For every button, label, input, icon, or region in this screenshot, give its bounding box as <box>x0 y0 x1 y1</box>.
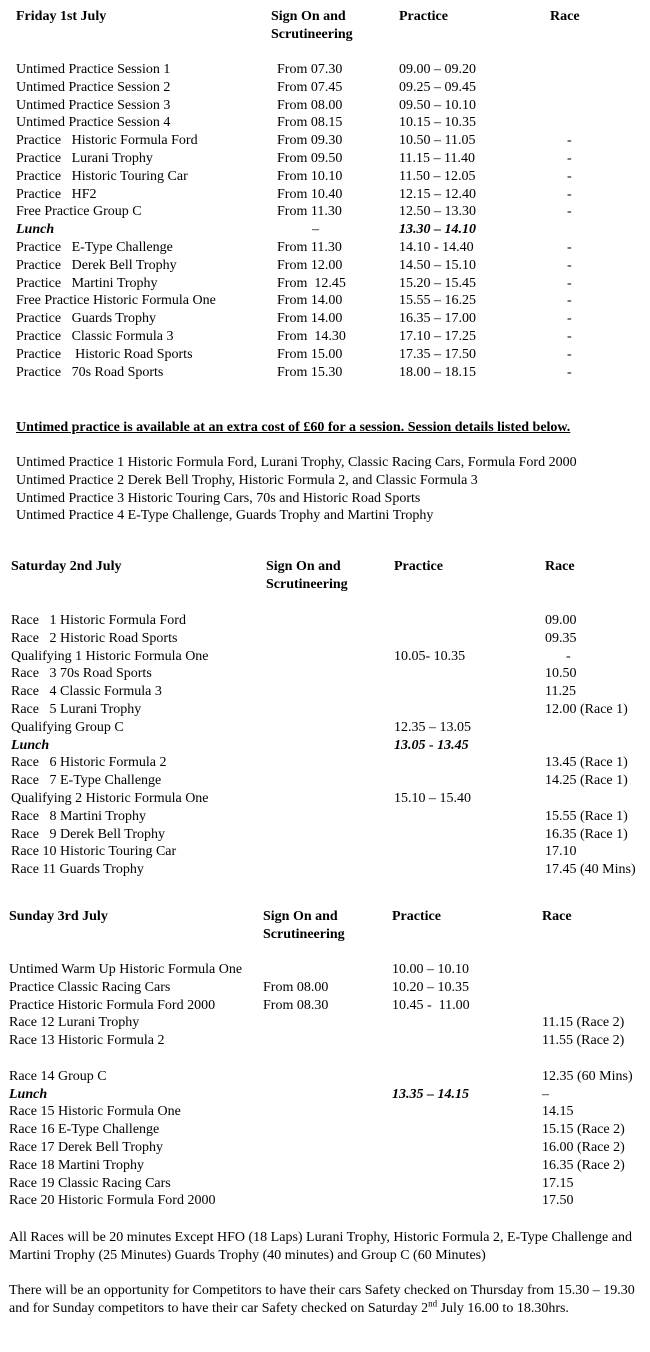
event-name: Race 4 Classic Formula 3 <box>11 684 162 700</box>
race-time: - <box>567 204 572 220</box>
signon-time: From 07.45 <box>277 79 343 95</box>
safety-text-b: July 16.00 to 18.30hrs. <box>437 1300 569 1316</box>
practice-time: 15.55 – 16.25 <box>399 293 476 309</box>
friday-row <box>0 114 650 132</box>
sunday-row <box>0 961 650 979</box>
friday-row <box>0 221 650 239</box>
untimed-line: Untimed Practice 1 Historic Formula Ford, Lurani Trophy, Classic Racing Cars, Formula Ford 2000 <box>16 455 577 470</box>
event-name: Race 3 70s Road Sports <box>11 666 152 682</box>
race-time: - <box>566 648 571 664</box>
friday-row <box>0 186 650 204</box>
event-name: Practice Historic Touring Car <box>16 168 188 184</box>
sunday-row <box>0 997 650 1015</box>
saturday-row <box>0 808 650 826</box>
event-name: Untimed Warm Up Historic Formula One <box>9 962 243 977</box>
saturday-row <box>0 772 650 790</box>
friday-row <box>0 239 650 257</box>
practice-time: 09.50 – 10.10 <box>399 97 476 113</box>
event-name: Race 7 E-Type Challenge <box>11 773 162 789</box>
practice-time: 10.50 – 11.05 <box>399 133 476 149</box>
event-name: Race 19 Classic Racing Cars <box>9 1175 171 1191</box>
event-name: Practice Lurani Trophy <box>16 150 153 166</box>
race-time: 16.35 (Race 1) <box>545 826 628 842</box>
event-name: Practice HF2 <box>16 186 97 202</box>
event-name: Practice Historic Road Sports <box>16 346 193 362</box>
practice-time: 09.00 – 09.20 <box>399 62 476 77</box>
saturday-row <box>0 612 650 630</box>
event-name: Free Practice Historic Formula One <box>16 293 216 309</box>
practice-time: 13.30 – 14.10 <box>399 222 476 238</box>
event-name: Practice 70s Road Sports <box>16 364 164 380</box>
practice-time: 12.50 – 13.30 <box>399 204 476 220</box>
sunday-row <box>0 1139 650 1157</box>
race-time: 15.55 (Race 1) <box>545 808 628 824</box>
sunday-practice-header: Practice <box>392 909 441 924</box>
saturday-race-header: Race <box>545 559 575 574</box>
race-time: 11.25 <box>545 684 576 700</box>
practice-time: 12.15 – 12.40 <box>399 186 476 202</box>
saturday-row <box>0 754 650 772</box>
race-time: 17.45 (40 Mins) <box>545 862 636 878</box>
practice-time: 10.00 – 10.10 <box>392 962 469 977</box>
friday-row <box>0 346 650 364</box>
friday-row <box>0 61 650 79</box>
practice-time: 09.25 – 09.45 <box>399 79 476 95</box>
event-name: Practice Classic Racing Cars <box>9 979 171 995</box>
untimed-line: Untimed Practice 3 Historic Touring Cars, 70s and Historic Road Sports <box>16 490 421 506</box>
race-time: - <box>567 275 572 291</box>
race-time: 11.55 (Race 2) <box>542 1033 625 1049</box>
sunday-header <box>0 908 650 944</box>
signon-time: From 14.30 <box>277 328 346 344</box>
event-name: Race 16 E-Type Challenge <box>9 1122 160 1138</box>
friday-race-header: Race <box>550 9 580 24</box>
saturday-row <box>0 701 650 719</box>
signon-time: From 12.45 <box>277 275 346 291</box>
event-name: Practice Derek Bell Trophy <box>16 257 177 273</box>
event-name: Lunch <box>16 222 55 238</box>
event-name: Race 15 Historic Formula One <box>9 1104 181 1120</box>
event-name: Practice Historic Formula Ford <box>16 133 198 149</box>
event-name: Race 12 Lurani Trophy <box>9 1015 140 1031</box>
event-name: Lunch <box>11 737 50 753</box>
practice-time: 10.05- 10.35 <box>394 648 466 664</box>
practice-time: 12.35 – 13.05 <box>394 719 471 735</box>
untimed-list <box>16 454 646 525</box>
practice-time: 10.45 - 11.00 <box>392 997 470 1013</box>
saturday-row <box>0 861 650 879</box>
practice-time: 11.50 – 12.05 <box>399 168 476 184</box>
race-time: - <box>567 239 572 255</box>
race-time: 14.25 (Race 1) <box>545 773 628 789</box>
practice-time: 16.35 – 17.00 <box>399 311 476 327</box>
signon-time: From 14.00 <box>277 311 343 327</box>
sunday-section <box>0 908 650 1210</box>
saturday-row <box>0 683 650 701</box>
saturday-practice-header: Practice <box>394 559 443 574</box>
event-name: Practice Martini Trophy <box>16 275 158 291</box>
race-time: - <box>567 257 572 273</box>
race-time: - <box>567 346 572 362</box>
event-name: Race 5 Lurani Trophy <box>11 701 142 717</box>
race-time: - <box>567 364 572 380</box>
event-name: Race 9 Derek Bell Trophy <box>11 826 165 842</box>
event-name: Race 14 Group C <box>9 1068 107 1084</box>
practice-time: 15.20 – 15.45 <box>399 275 476 291</box>
event-name: Practice Guards Trophy <box>16 311 156 327</box>
practice-time: 10.20 – 10.35 <box>392 979 469 995</box>
sunday-row <box>0 1121 650 1139</box>
practice-time: 17.10 – 17.25 <box>399 328 476 344</box>
friday-section <box>0 8 650 381</box>
event-name: Qualifying 1 Historic Formula One <box>11 648 209 664</box>
signon-time: From 08.30 <box>263 997 329 1013</box>
saturday-row <box>0 648 650 666</box>
practice-time: 14.10 - 14.40 <box>399 239 474 255</box>
saturday-row <box>0 630 650 648</box>
friday-row <box>0 292 650 310</box>
practice-time: 13.05 - 13.45 <box>394 737 469 753</box>
friday-row <box>0 310 650 328</box>
signon-time: From 11.30 <box>277 204 342 220</box>
sunday-signon-header: Sign On and Scrutineering <box>263 909 345 942</box>
sunday-row <box>0 1050 650 1068</box>
signon-time: From 15.00 <box>277 346 343 362</box>
practice-time: 13.35 – 14.15 <box>392 1086 469 1102</box>
practice-time: 10.15 – 10.35 <box>399 115 476 131</box>
practice-time: 18.00 – 18.15 <box>399 364 476 380</box>
sunday-race-header: Race <box>542 909 572 924</box>
event-name: Race 11 Guards Trophy <box>11 862 144 878</box>
signon-time: From 07.30 <box>277 62 343 77</box>
race-time: 12.00 (Race 1) <box>545 701 628 717</box>
signon-time: From 10.40 <box>277 186 343 202</box>
race-time: - <box>567 186 572 202</box>
friday-row <box>0 97 650 115</box>
sunday-schedule <box>0 961 650 1210</box>
race-time: 13.45 (Race 1) <box>545 755 628 771</box>
race-time: – <box>542 1086 549 1102</box>
saturday-row <box>0 826 650 844</box>
untimed-line: Untimed Practice 2 Derek Bell Trophy, Historic Formula 2, and Classic Formula 3 <box>16 472 478 488</box>
saturday-row <box>0 790 650 808</box>
race-time: - <box>567 293 572 309</box>
sunday-day-title: Sunday 3rd July <box>9 909 108 924</box>
untimed-notice-text: Untimed practice is available at an extra cost of £60 for a session. Session details listed below. <box>16 420 571 435</box>
saturday-row <box>0 843 650 861</box>
practice-time: 17.35 – 17.50 <box>399 346 476 362</box>
race-time: 16.35 (Race 2) <box>542 1157 625 1173</box>
sunday-row <box>0 1175 650 1193</box>
race-time: 15.15 (Race 2) <box>542 1122 625 1138</box>
sunday-row <box>0 1192 650 1210</box>
signon-time: From 09.50 <box>277 150 343 166</box>
event-name: Race 6 Historic Formula 2 <box>11 755 167 771</box>
event-name: Free Practice Group C <box>16 204 142 220</box>
race-time: 11.15 (Race 2) <box>542 1015 625 1031</box>
friday-day-title: Friday 1st July <box>16 9 107 24</box>
friday-row <box>0 257 650 275</box>
friday-row <box>0 79 650 97</box>
sunday-row <box>0 1068 650 1086</box>
friday-row <box>0 132 650 150</box>
race-time: 09.35 <box>545 630 577 646</box>
signon-time: From 08.15 <box>277 115 343 131</box>
friday-row <box>0 275 650 293</box>
event-name: Qualifying Group C <box>11 719 124 735</box>
race-time: - <box>567 150 572 166</box>
saturday-day-title: Saturday 2nd July <box>11 559 122 574</box>
event-name: Race 17 Derek Bell Trophy <box>9 1139 163 1155</box>
event-name: Race 1 Historic Formula Ford <box>11 613 186 628</box>
friday-schedule <box>0 61 650 381</box>
safety-check-note <box>9 1282 645 1318</box>
event-name: Race 2 Historic Road Sports <box>11 630 178 646</box>
practice-time: 15.10 – 15.40 <box>394 790 471 806</box>
event-name: Untimed Practice Session 2 <box>16 79 171 95</box>
race-time: - <box>567 168 572 184</box>
signon-time: From 14.00 <box>277 293 343 309</box>
sunday-row <box>0 1103 650 1121</box>
friday-header <box>0 8 650 44</box>
saturday-schedule <box>0 612 650 879</box>
friday-row <box>0 364 650 382</box>
sunday-row <box>0 1157 650 1175</box>
event-name: Untimed Practice Session 1 <box>16 62 171 77</box>
sunday-row <box>0 1014 650 1032</box>
event-name: Untimed Practice Session 4 <box>16 115 171 131</box>
race-time: - <box>567 133 572 149</box>
saturday-row <box>0 719 650 737</box>
race-time: 17.10 <box>545 844 577 860</box>
safety-text-a: There will be an opportunity for Competitors to have their cars Safety checked on Thursday from 15.30 – 19.30 and for Sunday competitors to have their car Safety checked on Saturday 2 <box>9 1283 635 1316</box>
event-name: Qualifying 2 Historic Formula One <box>11 790 209 806</box>
signon-time: From 12.00 <box>277 257 343 273</box>
friday-row <box>0 168 650 186</box>
signon-time: From 15.30 <box>277 364 343 380</box>
event-name: Untimed Practice Session 3 <box>16 97 171 113</box>
race-time: 12.35 (60 Mins) <box>542 1068 633 1084</box>
safety-sup: nd <box>428 1298 438 1309</box>
event-name: Practice E-Type Challenge <box>16 239 173 255</box>
race-time: 17.15 <box>542 1175 574 1191</box>
untimed-notice <box>16 419 646 437</box>
race-time: - <box>567 311 572 327</box>
friday-row <box>0 150 650 168</box>
signon-time: From 09.30 <box>277 133 343 149</box>
races-duration-text: All Races will be 20 minutes Except HFO (18 Laps) Lurani Trophy, Historic Formula 2, E-Type Challenge and Martini Trophy (25 Minutes) Guards Trophy (40 minutes) and Group C (60 Minutes) <box>9 1230 632 1263</box>
sunday-row <box>0 1086 650 1104</box>
signon-time: – <box>312 222 319 238</box>
untimed-line: Untimed Practice 4 E-Type Challenge, Guards Trophy and Martini Trophy <box>16 508 434 524</box>
practice-time: 14.50 – 15.10 <box>399 257 476 273</box>
event-name: Race 20 Historic Formula Ford 2000 <box>9 1193 216 1209</box>
race-time: 09.00 <box>545 613 577 628</box>
race-time: 14.15 <box>542 1104 574 1120</box>
event-name: Practice Historic Formula Ford 2000 <box>9 997 216 1013</box>
friday-row <box>0 328 650 346</box>
sunday-row <box>0 979 650 997</box>
saturday-row <box>0 665 650 683</box>
practice-time: 11.15 – 11.40 <box>399 150 475 166</box>
signon-time: From 11.30 <box>277 239 342 255</box>
friday-practice-header: Practice <box>399 9 448 24</box>
sunday-row <box>0 1032 650 1050</box>
friday-row <box>0 203 650 221</box>
signon-time: From 08.00 <box>263 979 329 995</box>
race-time: 10.50 <box>545 666 577 682</box>
event-name: Practice Classic Formula 3 <box>16 328 174 344</box>
friday-signon-header: Sign On and Scrutineering <box>271 9 353 42</box>
races-duration-note <box>9 1229 645 1265</box>
saturday-section <box>0 558 650 879</box>
saturday-row <box>0 737 650 755</box>
signon-time: From 08.00 <box>277 97 343 113</box>
race-time: 16.00 (Race 2) <box>542 1139 625 1155</box>
event-name: Lunch <box>9 1086 48 1102</box>
event-name: Race 10 Historic Touring Car <box>11 844 177 860</box>
saturday-signon-header: Sign On and Scrutineering <box>266 559 348 592</box>
race-time: 17.50 <box>542 1193 574 1209</box>
event-name: Race 13 Historic Formula 2 <box>9 1033 165 1049</box>
event-name: Race 8 Martini Trophy <box>11 808 146 824</box>
event-name: Race 18 Martini Trophy <box>9 1157 144 1173</box>
saturday-header <box>0 558 650 594</box>
race-time: - <box>567 328 572 344</box>
signon-time: From 10.10 <box>277 168 343 184</box>
